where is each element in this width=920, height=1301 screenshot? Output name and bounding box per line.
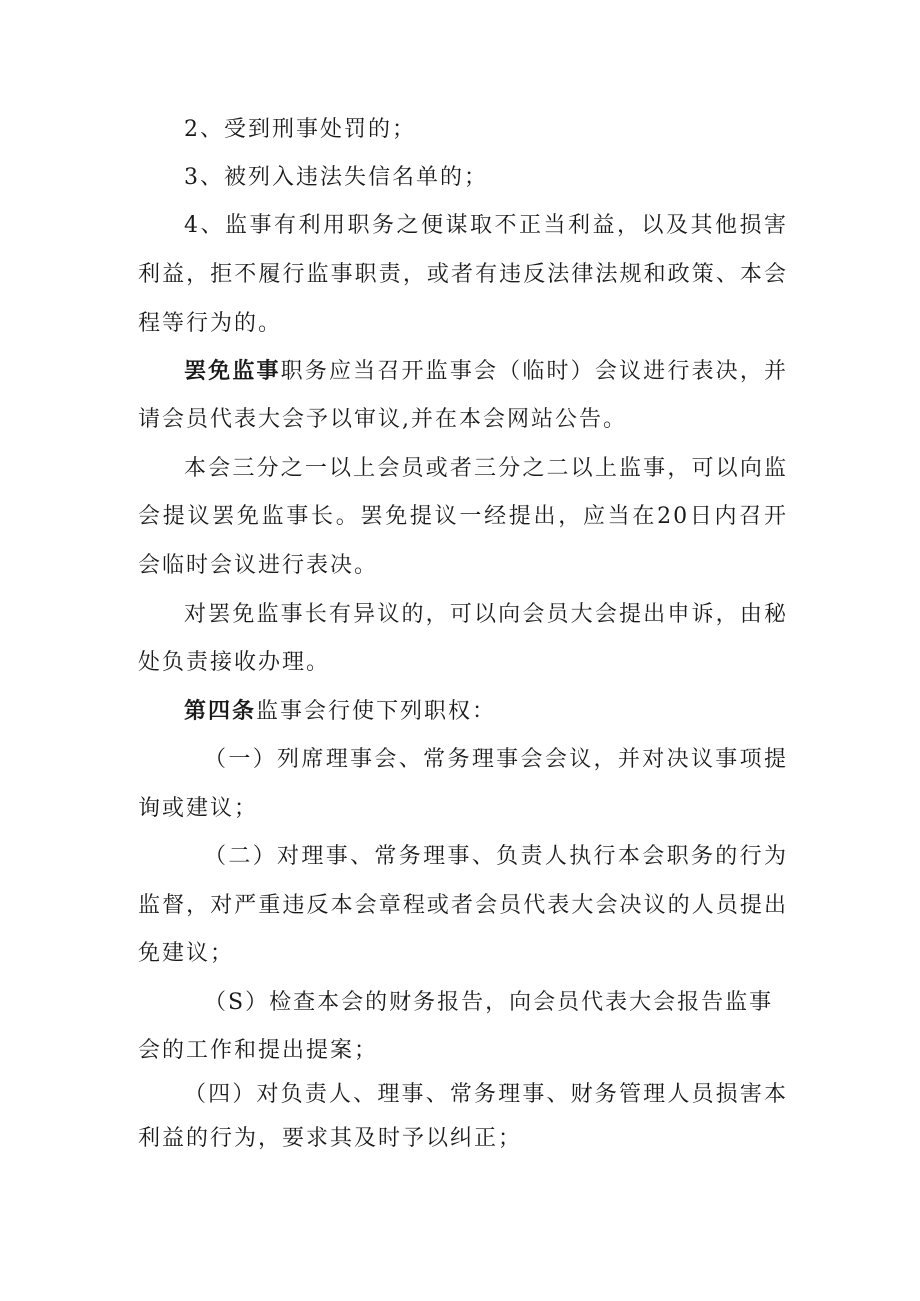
power-4-text-1: （四）对负责人、理事、常务理事、财务管理人员损害本	[184, 1082, 788, 1107]
removal-text-2: 请会员代表大会予以审议,并在本会网站公告。	[138, 407, 627, 432]
item-2	[184, 115, 416, 145]
proposal-text-1: 本会三分之一以上会员或者三分之二以上监事，可以向监	[184, 456, 788, 481]
power-3-line-1	[204, 988, 773, 1018]
item-4-text-1: 4、监事有利用职务之便谋取不正当利益，以及其他损害	[184, 213, 788, 238]
proposal-line-3	[138, 551, 378, 581]
power-2-text-2: 监督，对严重违反本会章程或者会员代表大会决议的人员提出	[138, 893, 788, 918]
power-1-text-1: （一）列席理事会、常务理事会会议，并对决议事项提	[204, 747, 788, 772]
item-2-text: 2、受到刑事处罚的；	[184, 117, 416, 142]
item-4-text-3: 程等行为的。	[138, 311, 283, 336]
item-4-line-2	[138, 260, 788, 290]
objection-line-2	[138, 648, 330, 678]
removal-heading: 罢免监事	[184, 359, 281, 384]
item-3	[184, 163, 488, 193]
item-4-line-3	[138, 309, 282, 339]
power-4-line-2	[138, 1124, 522, 1154]
power-2-line-3	[138, 939, 234, 969]
proposal-line-1	[184, 454, 788, 484]
objection-text-1: 对罢免监事长有异议的，可以向会员大会提出申诉，由秘	[184, 602, 788, 627]
objection-text-2: 处负责接收办理。	[138, 650, 331, 675]
item-4-text-2: 利益，拒不履行监事职责，或者有违反法律法规和政策、本会	[138, 262, 788, 287]
objection-line-1	[184, 600, 788, 630]
proposal-text-3: 会临时会议进行表决。	[138, 553, 379, 578]
proposal-text-2: 会提议罢免监事长。罢免提议一经提出，应当在20日内召开	[138, 504, 788, 529]
article-4-label: 第四条	[184, 699, 257, 724]
power-2-line-2	[138, 891, 788, 921]
item-4-line-1	[184, 211, 788, 241]
removal-text-1: 职务应当召开监事会（临时）会议进行表决，并	[280, 359, 788, 384]
power-3-text-1: （S）检查本会的财务报告，向会员代表大会报告监事	[204, 990, 774, 1015]
article-4-text: 监事会行使下列职权：	[256, 699, 497, 724]
article-4-heading	[184, 697, 496, 727]
power-1-line-2	[138, 794, 258, 824]
power-3-line-2	[138, 1036, 378, 1066]
power-4-line-1	[184, 1080, 788, 1110]
power-1-text-2: 询或建议；	[138, 796, 259, 821]
item-3-text: 3、被列入违法失信名单的；	[184, 165, 488, 190]
power-4-text-2: 利益的行为，要求其及时予以纠正；	[138, 1126, 523, 1151]
power-2-text-1: （二）对理事、常务理事、负责人执行本会职务的行为	[204, 844, 788, 869]
removal-line-2	[138, 405, 627, 435]
proposal-line-2	[138, 502, 788, 532]
power-1-line-1	[204, 745, 788, 775]
removal-line-1	[184, 357, 788, 387]
power-3-text-2: 会的工作和提出提案；	[138, 1038, 379, 1063]
power-2-text-3: 免建议；	[138, 941, 235, 966]
power-2-line-1	[204, 842, 788, 872]
